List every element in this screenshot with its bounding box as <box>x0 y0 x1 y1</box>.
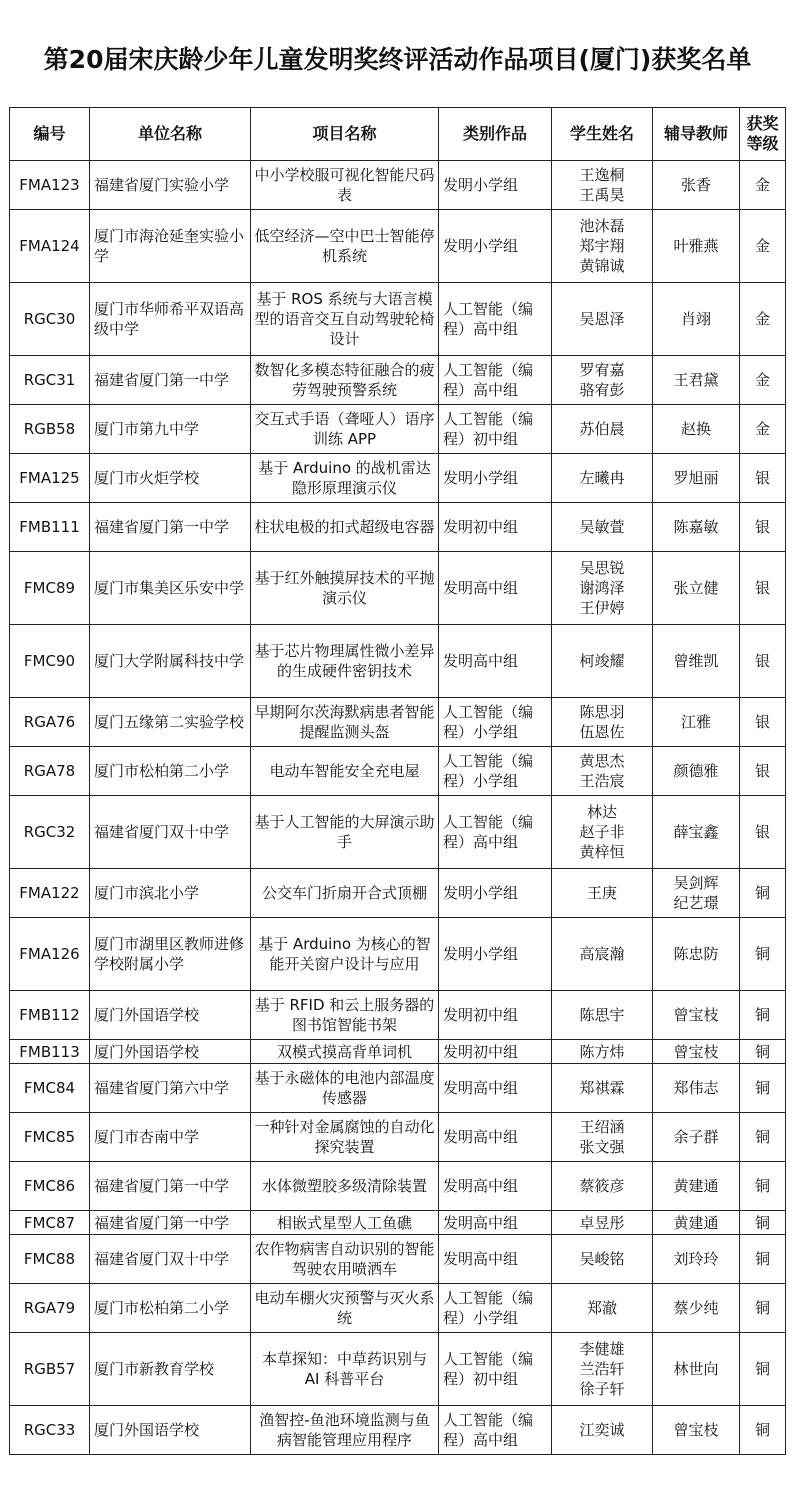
cell-students <box>552 1284 653 1333</box>
cell-category: 发明小学组 <box>439 210 552 283</box>
cell-students <box>552 356 653 405</box>
cell-category: 发明高中组 <box>439 552 552 625</box>
cell-students <box>552 283 653 356</box>
cell-project: 数智化多模态特征融合的疲劳驾驶预警系统 <box>251 356 439 405</box>
cell-unit: 厦门市海沧延奎实验小学 <box>90 210 251 283</box>
cell-students <box>552 869 653 918</box>
cell-students <box>552 1211 653 1235</box>
cell-level: 铜 <box>740 1162 786 1211</box>
cell-category: 发明小学组 <box>439 869 552 918</box>
cell-category: 发明小学组 <box>439 161 552 210</box>
student-name: 王绍涵 <box>579 1118 625 1136</box>
teacher-name: 张香 <box>680 176 711 194</box>
cell-unit: 福建省厦门第一中学 <box>90 503 251 552</box>
cell-unit: 厦门市第九中学 <box>90 405 251 454</box>
teacher-name: 陈忠防 <box>673 945 719 963</box>
student-name: 吴恩泽 <box>579 310 625 328</box>
award-table <box>9 107 786 1455</box>
cell-unit: 福建省厦门第一中学 <box>90 1162 251 1211</box>
cell-unit: 厦门外国语学校 <box>90 1040 251 1064</box>
table-row <box>10 1284 786 1333</box>
teacher-name: 叶雅燕 <box>673 237 719 255</box>
table-row <box>10 283 786 356</box>
cell-level: 铜 <box>740 1235 786 1284</box>
cell-category: 人工智能（编程）高中组 <box>439 283 552 356</box>
cell-project: 电动车智能安全充电屋 <box>251 747 439 796</box>
cell-level: 铜 <box>740 1064 786 1113</box>
student-name: 郑祺霖 <box>579 1079 625 1097</box>
cell-category: 人工智能（编程）初中组 <box>439 405 552 454</box>
table-body <box>10 161 786 1455</box>
cell-id: FMA126 <box>10 918 90 991</box>
cell-project: 柱状电极的扣式超级电容器 <box>251 503 439 552</box>
cell-teachers <box>653 1113 740 1162</box>
student-name: 伍恩佐 <box>579 723 625 741</box>
table-row <box>10 1064 786 1113</box>
cell-project: 基于红外触摸屏技术的平抛演示仪 <box>251 552 439 625</box>
cell-teachers <box>653 161 740 210</box>
student-name: 左曦冉 <box>579 469 625 487</box>
cell-project: 基于人工智能的大屏演示助手 <box>251 796 439 869</box>
teacher-name: 余子群 <box>673 1128 719 1146</box>
cell-level: 金 <box>740 356 786 405</box>
cell-teachers <box>653 869 740 918</box>
cell-students <box>552 1333 653 1406</box>
cell-level: 金 <box>740 210 786 283</box>
cell-unit: 厦门外国语学校 <box>90 1406 251 1455</box>
student-name: 林达 <box>586 803 617 821</box>
teacher-name: 黄建通 <box>673 1213 719 1232</box>
cell-id: FMC87 <box>10 1211 90 1235</box>
cell-teachers <box>653 625 740 698</box>
cell-category: 人工智能（编程）小学组 <box>439 747 552 796</box>
cell-students <box>552 1040 653 1064</box>
student-name: 黄思杰 <box>579 752 625 770</box>
cell-students <box>552 991 653 1040</box>
cell-unit: 福建省厦门双十中学 <box>90 796 251 869</box>
cell-category: 发明小学组 <box>439 454 552 503</box>
student-name: 骆宥彭 <box>579 381 625 399</box>
cell-students <box>552 1064 653 1113</box>
cell-unit: 厦门五缘第二实验学校 <box>90 698 251 747</box>
cell-level: 金 <box>740 283 786 356</box>
cell-teachers <box>653 405 740 454</box>
cell-teachers <box>653 454 740 503</box>
teacher-name: 曾维凯 <box>673 652 719 670</box>
student-name: 蔡筱彦 <box>579 1177 625 1195</box>
cell-id: RGC32 <box>10 796 90 869</box>
cell-project: 相嵌式星型人工鱼礁 <box>251 1211 439 1235</box>
cell-unit: 厦门市松柏第二小学 <box>90 1284 251 1333</box>
cell-students <box>552 918 653 991</box>
cell-teachers <box>653 356 740 405</box>
cell-project: 水体微塑胶多级清除装置 <box>251 1162 439 1211</box>
student-name: 黄梓恒 <box>579 843 625 861</box>
col-header-project: 项目名称 <box>251 108 439 161</box>
cell-project: 基于 Arduino 为核心的智能开关窗户设计与应用 <box>251 918 439 991</box>
cell-teachers <box>653 283 740 356</box>
teacher-name: 江雅 <box>680 713 711 731</box>
student-name: 苏伯晨 <box>579 420 625 438</box>
cell-teachers <box>653 747 740 796</box>
cell-id: FMC84 <box>10 1064 90 1113</box>
student-name: 池沐磊 <box>579 217 625 235</box>
cell-category: 发明初中组 <box>439 991 552 1040</box>
cell-students <box>552 503 653 552</box>
table-row <box>10 1235 786 1284</box>
table-row <box>10 356 786 405</box>
cell-students <box>552 1406 653 1455</box>
table-row <box>10 918 786 991</box>
cell-id: FMA122 <box>10 869 90 918</box>
cell-id: FMC90 <box>10 625 90 698</box>
teacher-name: 罗旭丽 <box>673 469 719 487</box>
cell-id: RGA79 <box>10 1284 90 1333</box>
cell-project: 渔智控-鱼池环境监测与鱼病智能管理应用程序 <box>251 1406 439 1455</box>
cell-id: RGC31 <box>10 356 90 405</box>
student-name: 王伊婷 <box>579 599 625 617</box>
cell-students <box>552 552 653 625</box>
cell-level: 银 <box>740 747 786 796</box>
table-row <box>10 161 786 210</box>
cell-level: 铜 <box>740 1284 786 1333</box>
cell-id: FMC88 <box>10 1235 90 1284</box>
cell-category: 人工智能（编程）高中组 <box>439 796 552 869</box>
table-row <box>10 625 786 698</box>
cell-level: 铜 <box>740 1211 786 1235</box>
teacher-name: 颜德雅 <box>673 762 719 780</box>
cell-project: 双模式摸高背单词机 <box>251 1040 439 1064</box>
student-name: 谢鸿泽 <box>579 579 625 597</box>
cell-level: 铜 <box>740 991 786 1040</box>
cell-category: 人工智能（编程）高中组 <box>439 356 552 405</box>
student-name: 江奕诚 <box>579 1421 625 1439</box>
cell-project: 电动车棚火灾预警与灭火系统 <box>251 1284 439 1333</box>
teacher-name: 赵换 <box>680 420 711 438</box>
cell-unit: 厦门市松柏第二小学 <box>90 747 251 796</box>
cell-category: 发明小学组 <box>439 918 552 991</box>
cell-teachers <box>653 503 740 552</box>
table-row <box>10 869 786 918</box>
cell-level: 银 <box>740 796 786 869</box>
student-name: 卓昱彤 <box>579 1213 625 1232</box>
teacher-name: 蔡少纯 <box>673 1299 719 1317</box>
student-name: 高宸瀚 <box>579 945 625 963</box>
cell-teachers <box>653 1235 740 1284</box>
student-name: 赵子非 <box>579 823 625 841</box>
teacher-name: 纪艺璟 <box>673 894 719 912</box>
cell-students <box>552 747 653 796</box>
table-row <box>10 552 786 625</box>
cell-teachers <box>653 1406 740 1455</box>
col-header-category: 类别作品 <box>439 108 552 161</box>
student-name: 王逸桐 <box>579 166 625 184</box>
page-title: 第20届宋庆龄少年儿童发明奖终评活动作品项目(厦门)获奖名单 <box>43 45 752 74</box>
student-name: 吴思锐 <box>579 559 625 577</box>
cell-level: 银 <box>740 552 786 625</box>
teacher-name: 吴剑辉 <box>673 874 719 892</box>
table-row <box>10 1162 786 1211</box>
cell-category: 发明高中组 <box>439 625 552 698</box>
cell-students <box>552 796 653 869</box>
teacher-name: 曾宝枝 <box>673 1042 719 1061</box>
col-header-id: 编号 <box>10 108 90 161</box>
table-row <box>10 1113 786 1162</box>
cell-teachers <box>653 1162 740 1211</box>
cell-level: 金 <box>740 161 786 210</box>
cell-unit: 厦门市火炬学校 <box>90 454 251 503</box>
cell-students <box>552 454 653 503</box>
cell-level: 铜 <box>740 918 786 991</box>
cell-project: 本草探知：中草药识别与 AI 科普平台 <box>251 1333 439 1406</box>
cell-id: FMB112 <box>10 991 90 1040</box>
cell-id: RGB57 <box>10 1333 90 1406</box>
cell-teachers <box>653 552 740 625</box>
teacher-name: 黄建通 <box>673 1177 719 1195</box>
cell-teachers <box>653 796 740 869</box>
cell-id: FMC89 <box>10 552 90 625</box>
student-name: 王浩宸 <box>579 772 625 790</box>
header-row <box>10 108 786 161</box>
cell-project: 基于 Arduino 的战机雷达隐形原理演示仪 <box>251 454 439 503</box>
cell-teachers <box>653 991 740 1040</box>
table-row <box>10 405 786 454</box>
cell-students <box>552 405 653 454</box>
cell-id: RGA78 <box>10 747 90 796</box>
cell-category: 发明初中组 <box>439 1040 552 1064</box>
col-header-teachers: 辅导教师 <box>653 108 740 161</box>
cell-id: FMC86 <box>10 1162 90 1211</box>
cell-project: 早期阿尔茨海默病患者智能提醒监测头盔 <box>251 698 439 747</box>
teacher-name: 林世向 <box>673 1360 719 1378</box>
cell-level: 铜 <box>740 1406 786 1455</box>
cell-id: FMA124 <box>10 210 90 283</box>
cell-project: 农作物病害自动识别的智能驾驶农用喷洒车 <box>251 1235 439 1284</box>
table-row <box>10 210 786 283</box>
table-row <box>10 1333 786 1406</box>
student-name: 吴敏萱 <box>579 518 625 536</box>
cell-category: 发明高中组 <box>439 1113 552 1162</box>
cell-unit: 厦门市华师希平双语高级中学 <box>90 283 251 356</box>
teacher-name: 曾宝枝 <box>673 1421 719 1439</box>
table-row <box>10 747 786 796</box>
cell-id: FMB111 <box>10 503 90 552</box>
cell-students <box>552 1113 653 1162</box>
cell-students <box>552 161 653 210</box>
cell-project: 低空经济—空中巴士智能停机系统 <box>251 210 439 283</box>
cell-students <box>552 1235 653 1284</box>
cell-project: 基于 ROS 系统与大语言模型的语音交互自动驾驶轮椅设计 <box>251 283 439 356</box>
cell-unit: 福建省厦门第一中学 <box>90 356 251 405</box>
cell-teachers <box>653 918 740 991</box>
cell-id: RGA76 <box>10 698 90 747</box>
cell-project: 基于 RFID 和云上服务器的图书馆智能书架 <box>251 991 439 1040</box>
cell-teachers <box>653 1211 740 1235</box>
cell-teachers <box>653 210 740 283</box>
cell-level: 银 <box>740 625 786 698</box>
cell-unit: 福建省厦门双十中学 <box>90 1235 251 1284</box>
cell-unit: 福建省厦门实验小学 <box>90 161 251 210</box>
cell-unit: 厦门外国语学校 <box>90 991 251 1040</box>
student-name: 郑宇翔 <box>579 237 625 255</box>
cell-project: 基于永磁体的电池内部温度传感器 <box>251 1064 439 1113</box>
cell-category: 发明高中组 <box>439 1235 552 1284</box>
cell-id: RGC30 <box>10 283 90 356</box>
cell-id: RGC33 <box>10 1406 90 1455</box>
student-name: 王禹昊 <box>579 186 625 204</box>
cell-category: 发明初中组 <box>439 503 552 552</box>
cell-unit: 厦门市湖里区教师进修学校附属小学 <box>90 918 251 991</box>
student-name: 陈方炜 <box>579 1042 625 1061</box>
teacher-name: 肖翊 <box>680 310 711 328</box>
cell-level: 铜 <box>740 869 786 918</box>
student-name: 陈思羽 <box>579 703 625 721</box>
cell-teachers <box>653 1040 740 1064</box>
student-name: 张文强 <box>579 1138 625 1156</box>
teacher-name: 张立健 <box>673 579 719 597</box>
cell-teachers <box>653 1333 740 1406</box>
table-row <box>10 991 786 1040</box>
teacher-name: 陈嘉敏 <box>673 518 719 536</box>
cell-project: 公交车门折扇开合式顶棚 <box>251 869 439 918</box>
cell-students <box>552 625 653 698</box>
cell-project: 基于芯片物理属性微小差异的生成硬件密钥技术 <box>251 625 439 698</box>
teacher-name: 郑伟志 <box>673 1079 719 1097</box>
cell-teachers <box>653 698 740 747</box>
cell-unit: 厦门市杏南中学 <box>90 1113 251 1162</box>
col-header-unit: 单位名称 <box>90 108 251 161</box>
cell-unit: 厦门市滨北小学 <box>90 869 251 918</box>
cell-unit: 厦门市集美区乐安中学 <box>90 552 251 625</box>
cell-category: 人工智能（编程）高中组 <box>439 1406 552 1455</box>
table-row <box>10 796 786 869</box>
teacher-name: 王君黛 <box>673 371 719 389</box>
cell-unit: 厦门大学附属科技中学 <box>90 625 251 698</box>
cell-id: FMB113 <box>10 1040 90 1064</box>
student-name: 罗宥嘉 <box>579 361 625 379</box>
cell-category: 人工智能（编程）小学组 <box>439 698 552 747</box>
cell-id: FMC85 <box>10 1113 90 1162</box>
table-row <box>10 1040 786 1064</box>
table-row <box>10 454 786 503</box>
col-header-students: 学生姓名 <box>552 108 653 161</box>
cell-teachers <box>653 1064 740 1113</box>
cell-category: 人工智能（编程）初中组 <box>439 1333 552 1406</box>
cell-students <box>552 210 653 283</box>
student-name: 王庚 <box>586 884 617 902</box>
cell-category: 发明高中组 <box>439 1064 552 1113</box>
student-name: 吴峻铭 <box>579 1250 625 1268</box>
cell-level: 铜 <box>740 1040 786 1064</box>
cell-unit: 厦门市新教育学校 <box>90 1333 251 1406</box>
table-row <box>10 1211 786 1235</box>
cell-unit: 福建省厦门第六中学 <box>90 1064 251 1113</box>
cell-project: 交互式手语（聋哑人）语序训练 APP <box>251 405 439 454</box>
table-row <box>10 1406 786 1455</box>
student-name: 郑澈 <box>586 1299 617 1317</box>
cell-teachers <box>653 1284 740 1333</box>
cell-students <box>552 1162 653 1211</box>
table-row <box>10 503 786 552</box>
cell-id: FMA123 <box>10 161 90 210</box>
cell-project: 一种针对金属腐蚀的自动化探究装置 <box>251 1113 439 1162</box>
cell-level: 铜 <box>740 1113 786 1162</box>
cell-students <box>552 698 653 747</box>
student-name: 徐子轩 <box>579 1380 625 1398</box>
cell-level: 金 <box>740 405 786 454</box>
cell-level: 银 <box>740 698 786 747</box>
cell-id: FMA125 <box>10 454 90 503</box>
teacher-name: 曾宝枝 <box>673 1006 719 1024</box>
student-name: 陈思宇 <box>579 1006 625 1024</box>
col-header-level: 获奖等级 <box>740 108 786 161</box>
student-name: 兰浩轩 <box>579 1360 625 1378</box>
cell-id: RGB58 <box>10 405 90 454</box>
student-name: 李健雄 <box>579 1340 625 1358</box>
cell-category: 发明高中组 <box>439 1211 552 1235</box>
cell-unit: 福建省厦门第一中学 <box>90 1211 251 1235</box>
teacher-name: 薛宝鑫 <box>673 823 719 841</box>
table-row <box>10 698 786 747</box>
student-name: 柯竣耀 <box>579 652 625 670</box>
student-name: 黄锦诚 <box>579 257 625 275</box>
cell-category: 人工智能（编程）小学组 <box>439 1284 552 1333</box>
cell-project: 中小学校服可视化智能尺码表 <box>251 161 439 210</box>
cell-level: 铜 <box>740 1333 786 1406</box>
cell-category: 发明高中组 <box>439 1162 552 1211</box>
cell-level: 银 <box>740 503 786 552</box>
teacher-name: 刘玲玲 <box>673 1250 719 1268</box>
cell-level: 银 <box>740 454 786 503</box>
